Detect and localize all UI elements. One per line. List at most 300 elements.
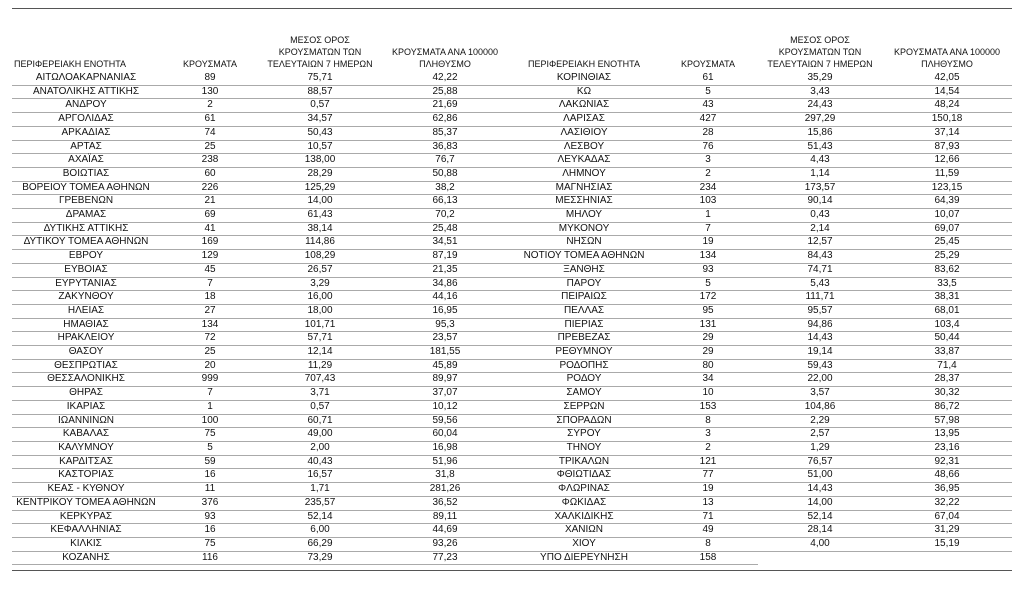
cell-region-left: ΙΚΑΡΙΑΣ bbox=[12, 400, 160, 414]
cell-per100k-right: 48,66 bbox=[882, 469, 1012, 483]
cell-avg7-right: 19,14 bbox=[758, 346, 882, 360]
cell-per100k-left: 66,13 bbox=[380, 195, 510, 209]
cell-cases-left: 130 bbox=[160, 85, 260, 99]
table-row bbox=[12, 250, 1012, 264]
cell-region-right: ΛΗΜΝΟΥ bbox=[510, 167, 658, 181]
cell-per100k-right: 83,62 bbox=[882, 263, 1012, 277]
cell-per100k-left: 31,8 bbox=[380, 469, 510, 483]
cell-per100k-left: 44,16 bbox=[380, 291, 510, 305]
cell-cases-left: 25 bbox=[160, 346, 260, 360]
cell-cases-right: 234 bbox=[658, 181, 758, 195]
cell-cases-right: 172 bbox=[658, 291, 758, 305]
cell-per100k-right: 15,19 bbox=[882, 537, 1012, 551]
cell-avg7-left: 1,71 bbox=[260, 483, 380, 497]
cell-per100k-right: 13,95 bbox=[882, 428, 1012, 442]
cell-avg7-left: 11,29 bbox=[260, 359, 380, 373]
cell-avg7-right bbox=[758, 551, 882, 565]
cell-avg7-left: 14,00 bbox=[260, 195, 380, 209]
table-row bbox=[12, 140, 1012, 154]
cell-region-left: ΔΥΤΙΚΗΣ ΑΤΤΙΚΗΣ bbox=[12, 222, 160, 236]
cell-per100k-left: 77,23 bbox=[380, 551, 510, 565]
cell-cases-right: 427 bbox=[658, 113, 758, 127]
cell-per100k-right: 23,16 bbox=[882, 441, 1012, 455]
cell-region-left: ΔΥΤΙΚΟΥ ΤΟΜΕΑ ΑΘΗΝΩΝ bbox=[12, 236, 160, 250]
cell-cases-right: 3 bbox=[658, 154, 758, 168]
cell-region-left: ΚΕΝΤΡΙΚΟΥ ΤΟΜΕΑ ΑΘΗΝΩΝ bbox=[12, 496, 160, 510]
cell-region-right: ΤΗΝΟΥ bbox=[510, 441, 658, 455]
cell-region-left: ΚΑΡΔΙΤΣΑΣ bbox=[12, 455, 160, 469]
cell-per100k-right: 11,59 bbox=[882, 167, 1012, 181]
cell-per100k-left: 36,83 bbox=[380, 140, 510, 154]
cell-avg7-left: 34,57 bbox=[260, 113, 380, 127]
cell-region-left: ΚΑΒΑΛΑΣ bbox=[12, 428, 160, 442]
cell-avg7-right: 90,14 bbox=[758, 195, 882, 209]
cell-cases-right: 5 bbox=[658, 85, 758, 99]
cell-avg7-right: 4,00 bbox=[758, 537, 882, 551]
table-row bbox=[12, 359, 1012, 373]
cell-avg7-right: 14,43 bbox=[758, 332, 882, 346]
cell-per100k-left: 59,56 bbox=[380, 414, 510, 428]
cell-region-left: ΕΥΒΟΙΑΣ bbox=[12, 263, 160, 277]
cell-per100k-left: 181,55 bbox=[380, 346, 510, 360]
cell-per100k-right: 67,04 bbox=[882, 510, 1012, 524]
cell-per100k-right: 48,24 bbox=[882, 99, 1012, 113]
cell-avg7-left: 10,57 bbox=[260, 140, 380, 154]
cell-avg7-left: 66,29 bbox=[260, 537, 380, 551]
cell-per100k-right: 33,87 bbox=[882, 346, 1012, 360]
cell-avg7-right: 84,43 bbox=[758, 250, 882, 264]
cell-per100k-right: 38,31 bbox=[882, 291, 1012, 305]
table-row bbox=[12, 209, 1012, 223]
bottom-rule bbox=[12, 570, 1012, 571]
cell-region-right: ΤΡΙΚΑΛΩΝ bbox=[510, 455, 658, 469]
table-row bbox=[12, 469, 1012, 483]
cell-avg7-right: 2,14 bbox=[758, 222, 882, 236]
cell-avg7-right: 74,71 bbox=[758, 263, 882, 277]
cell-region-left: ΘΕΣΣΑΛΟΝΙΚΗΣ bbox=[12, 373, 160, 387]
cell-cases-left: 69 bbox=[160, 209, 260, 223]
cell-cases-left: 11 bbox=[160, 483, 260, 497]
cell-cases-left: 45 bbox=[160, 263, 260, 277]
cell-region-right: ΦΩΚΙΔΑΣ bbox=[510, 496, 658, 510]
cell-region-right: ΠΑΡΟΥ bbox=[510, 277, 658, 291]
cell-cases-left: 226 bbox=[160, 181, 260, 195]
cell-region-left: ΖΑΚΥΝΘΟΥ bbox=[12, 291, 160, 305]
cell-avg7-right: 2,29 bbox=[758, 414, 882, 428]
cell-per100k-right: 25,29 bbox=[882, 250, 1012, 264]
cell-region-right: ΧΑΝΙΩΝ bbox=[510, 524, 658, 538]
table-row bbox=[12, 496, 1012, 510]
cell-avg7-right: 28,14 bbox=[758, 524, 882, 538]
cell-avg7-left: 3,29 bbox=[260, 277, 380, 291]
cell-cases-left: 7 bbox=[160, 387, 260, 401]
cell-per100k-left: 34,51 bbox=[380, 236, 510, 250]
cell-region-right: ΛΑΡΙΣΑΣ bbox=[510, 113, 658, 127]
cell-cases-right: 2 bbox=[658, 441, 758, 455]
cell-region-right: ΥΠΟ ΔΙΕΡΕΥΝΗΣΗ bbox=[510, 551, 658, 565]
table-row bbox=[12, 373, 1012, 387]
cell-cases-right: 80 bbox=[658, 359, 758, 373]
cell-avg7-left: 0,57 bbox=[260, 400, 380, 414]
cell-per100k-left: 95,3 bbox=[380, 318, 510, 332]
cell-region-left: ΑΡΚΑΔΙΑΣ bbox=[12, 126, 160, 140]
cell-region-left: ΚΕΑΣ - ΚΥΘΝΟΥ bbox=[12, 483, 160, 497]
cell-per100k-right: 28,37 bbox=[882, 373, 1012, 387]
cell-region-right: ΝΟΤΙΟΥ ΤΟΜΕΑ ΑΘΗΝΩΝ bbox=[510, 250, 658, 264]
cell-region-left: ΙΩΑΝΝΙΝΩΝ bbox=[12, 414, 160, 428]
cell-cases-right: 153 bbox=[658, 400, 758, 414]
cell-region-left: ΚΙΛΚΙΣ bbox=[12, 537, 160, 551]
cell-cases-right: 29 bbox=[658, 346, 758, 360]
cell-per100k-left: 21,69 bbox=[380, 99, 510, 113]
cell-per100k-left: 42,22 bbox=[380, 72, 510, 85]
cell-cases-left: 59 bbox=[160, 455, 260, 469]
cell-region-right: ΜΥΚΟΝΟΥ bbox=[510, 222, 658, 236]
cell-avg7-left: 0,57 bbox=[260, 99, 380, 113]
cell-region-left: ΑΝΔΡΟΥ bbox=[12, 99, 160, 113]
cell-avg7-left: 3,71 bbox=[260, 387, 380, 401]
cell-avg7-left: 38,14 bbox=[260, 222, 380, 236]
cell-avg7-left: 16,57 bbox=[260, 469, 380, 483]
table-row bbox=[12, 441, 1012, 455]
cell-region-right: ΣΥΡΟΥ bbox=[510, 428, 658, 442]
table-row bbox=[12, 277, 1012, 291]
table-row bbox=[12, 483, 1012, 497]
cell-avg7-right: 2,57 bbox=[758, 428, 882, 442]
cell-cases-left: 16 bbox=[160, 469, 260, 483]
table-row bbox=[12, 167, 1012, 181]
cell-cases-right: 3 bbox=[658, 428, 758, 442]
cell-per100k-left: 89,97 bbox=[380, 373, 510, 387]
cell-cases-left: 89 bbox=[160, 72, 260, 85]
cell-avg7-left: 2,00 bbox=[260, 441, 380, 455]
cell-cases-left: 100 bbox=[160, 414, 260, 428]
table-row bbox=[12, 346, 1012, 360]
cell-per100k-left: 45,89 bbox=[380, 359, 510, 373]
cell-region-left: ΚΟΖΑΝΗΣ bbox=[12, 551, 160, 565]
cell-region-left: ΗΡΑΚΛΕΙΟΥ bbox=[12, 332, 160, 346]
cell-region-right: ΛΕΣΒΟΥ bbox=[510, 140, 658, 154]
cell-avg7-left: 26,57 bbox=[260, 263, 380, 277]
cell-avg7-right: 0,43 bbox=[758, 209, 882, 223]
cell-avg7-left: 50,43 bbox=[260, 126, 380, 140]
cell-cases-right: 61 bbox=[658, 72, 758, 85]
cell-cases-right: 29 bbox=[658, 332, 758, 346]
cell-cases-right: 19 bbox=[658, 236, 758, 250]
cell-region-left: ΔΡΑΜΑΣ bbox=[12, 209, 160, 223]
cell-cases-left: 93 bbox=[160, 510, 260, 524]
table-row bbox=[12, 236, 1012, 250]
cell-avg7-right: 59,43 bbox=[758, 359, 882, 373]
cell-avg7-left: 75,71 bbox=[260, 72, 380, 85]
cell-avg7-right: 12,57 bbox=[758, 236, 882, 250]
cell-cases-left: 41 bbox=[160, 222, 260, 236]
cell-region-right: ΠΕΙΡΑΙΩΣ bbox=[510, 291, 658, 305]
header-avg7-left: ΜΕΣΟΣ ΟΡΟΣ ΚΡΟΥΣΜΑΤΩΝ ΤΩΝ ΤΕΛΕΥΤΑΙΩΝ 7 ΗΜΕΡΩΝ bbox=[267, 35, 373, 69]
cell-cases-left: 16 bbox=[160, 524, 260, 538]
cell-avg7-left: 707,43 bbox=[260, 373, 380, 387]
cell-cases-right: 34 bbox=[658, 373, 758, 387]
cell-avg7-right: 94,86 bbox=[758, 318, 882, 332]
table-row bbox=[12, 414, 1012, 428]
cell-region-right: ΠΙΕΡΙΑΣ bbox=[510, 318, 658, 332]
header-region-left: ΠΕΡΙΦΕΡΕΙΑΚΗ ΕΝΟΤΗΤΑ bbox=[14, 59, 127, 69]
cell-region-left: ΑΡΓΟΛΙΔΑΣ bbox=[12, 113, 160, 127]
cell-per100k-left: 10,12 bbox=[380, 400, 510, 414]
cell-cases-right: 28 bbox=[658, 126, 758, 140]
cell-region-right: ΞΑΝΘΗΣ bbox=[510, 263, 658, 277]
cell-avg7-right: 35,29 bbox=[758, 72, 882, 85]
cell-cases-left: 376 bbox=[160, 496, 260, 510]
cell-cases-right: 93 bbox=[658, 263, 758, 277]
cell-avg7-right: 104,86 bbox=[758, 400, 882, 414]
cell-avg7-right: 95,57 bbox=[758, 304, 882, 318]
cell-cases-right: 8 bbox=[658, 414, 758, 428]
table-row bbox=[12, 126, 1012, 140]
cell-region-right: ΧΑΛΚΙΔΙΚΗΣ bbox=[510, 510, 658, 524]
cell-per100k-right: 92,31 bbox=[882, 455, 1012, 469]
cell-per100k-right bbox=[882, 551, 1012, 565]
cell-per100k-right: 86,72 bbox=[882, 400, 1012, 414]
cell-cases-left: 2 bbox=[160, 99, 260, 113]
cell-avg7-right: 5,43 bbox=[758, 277, 882, 291]
cell-cases-right: 19 bbox=[658, 483, 758, 497]
cell-per100k-left: 34,86 bbox=[380, 277, 510, 291]
cell-avg7-left: 6,00 bbox=[260, 524, 380, 538]
table-row bbox=[12, 291, 1012, 305]
cell-avg7-left: 40,43 bbox=[260, 455, 380, 469]
cell-region-right: ΝΗΣΩΝ bbox=[510, 236, 658, 250]
table-row bbox=[12, 304, 1012, 318]
cell-avg7-left: 114,86 bbox=[260, 236, 380, 250]
cell-avg7-left: 18,00 bbox=[260, 304, 380, 318]
cell-region-right: ΡΕΘΥΜΝΟΥ bbox=[510, 346, 658, 360]
table-header bbox=[12, 26, 1012, 72]
cell-per100k-left: 44,69 bbox=[380, 524, 510, 538]
cell-avg7-right: 297,29 bbox=[758, 113, 882, 127]
cell-per100k-right: 10,07 bbox=[882, 209, 1012, 223]
cell-region-right: ΡΟΔΟΠΗΣ bbox=[510, 359, 658, 373]
cell-per100k-left: 50,88 bbox=[380, 167, 510, 181]
table-row bbox=[12, 195, 1012, 209]
cell-region-left: ΕΥΡΥΤΑΝΙΑΣ bbox=[12, 277, 160, 291]
cell-cases-right: 13 bbox=[658, 496, 758, 510]
cell-region-left: ΑΙΤΩΛΟΑΚΑΡΝΑΝΙΑΣ bbox=[12, 72, 160, 85]
cell-cases-right: 7 bbox=[658, 222, 758, 236]
table-row bbox=[12, 99, 1012, 113]
cell-avg7-right: 14,43 bbox=[758, 483, 882, 497]
cell-region-right: ΜΕΣΣΗΝΙΑΣ bbox=[510, 195, 658, 209]
table-row bbox=[12, 154, 1012, 168]
cell-avg7-right: 24,43 bbox=[758, 99, 882, 113]
table-row bbox=[12, 387, 1012, 401]
cell-per100k-left: 21,35 bbox=[380, 263, 510, 277]
cell-region-right: ΚΩ bbox=[510, 85, 658, 99]
cell-cases-left: 74 bbox=[160, 126, 260, 140]
cell-cases-right: 71 bbox=[658, 510, 758, 524]
table-row bbox=[12, 537, 1012, 551]
cell-region-left: ΘΗΡΑΣ bbox=[12, 387, 160, 401]
cell-cases-right: 8 bbox=[658, 537, 758, 551]
cell-region-left: ΒΟΙΩΤΙΑΣ bbox=[12, 167, 160, 181]
table-row bbox=[12, 510, 1012, 524]
cell-cases-left: 169 bbox=[160, 236, 260, 250]
cell-per100k-left: 25,48 bbox=[380, 222, 510, 236]
cell-avg7-right: 14,00 bbox=[758, 496, 882, 510]
header-avg7-right: ΜΕΣΟΣ ΟΡΟΣ ΚΡΟΥΣΜΑΤΩΝ ΤΩΝ ΤΕΛΕΥΤΑΙΩΝ 7 ΗΜΕΡΩΝ bbox=[767, 35, 873, 69]
cell-avg7-left: 61,43 bbox=[260, 209, 380, 223]
cell-cases-left: 238 bbox=[160, 154, 260, 168]
cell-region-right: ΛΑΣΙΘΙΟΥ bbox=[510, 126, 658, 140]
cell-cases-right: 43 bbox=[658, 99, 758, 113]
cell-cases-right: 77 bbox=[658, 469, 758, 483]
cell-cases-left: 25 bbox=[160, 140, 260, 154]
cell-per100k-right: 37,14 bbox=[882, 126, 1012, 140]
cell-per100k-left: 76,7 bbox=[380, 154, 510, 168]
cell-avg7-right: 51,43 bbox=[758, 140, 882, 154]
cell-avg7-right: 4,43 bbox=[758, 154, 882, 168]
cell-avg7-right: 1,14 bbox=[758, 167, 882, 181]
cell-region-left: ΚΑΛΥΜΝΟΥ bbox=[12, 441, 160, 455]
cell-per100k-left: 89,11 bbox=[380, 510, 510, 524]
cell-per100k-right: 87,93 bbox=[882, 140, 1012, 154]
header-per100k-left: ΚΡΟΥΣΜΑΤΑ ΑΝΑ 100000 ΠΛΗΘΥΣΜΟ bbox=[392, 47, 498, 69]
header-cases-left: ΚΡΟΥΣΜΑΤΑ bbox=[183, 59, 237, 69]
cell-avg7-left: 125,29 bbox=[260, 181, 380, 195]
cell-avg7-left: 49,00 bbox=[260, 428, 380, 442]
cell-cases-right: 134 bbox=[658, 250, 758, 264]
table-row bbox=[12, 85, 1012, 99]
cell-per100k-right: 14,54 bbox=[882, 85, 1012, 99]
cell-per100k-right: 150,18 bbox=[882, 113, 1012, 127]
cell-cases-right: 1 bbox=[658, 209, 758, 223]
cell-per100k-right: 64,39 bbox=[882, 195, 1012, 209]
cell-avg7-right: 3,43 bbox=[758, 85, 882, 99]
cell-avg7-right: 15,86 bbox=[758, 126, 882, 140]
table-row bbox=[12, 428, 1012, 442]
cell-per100k-left: 62,86 bbox=[380, 113, 510, 127]
cell-per100k-right: 36,95 bbox=[882, 483, 1012, 497]
cell-region-right: ΣΠΟΡΑΔΩΝ bbox=[510, 414, 658, 428]
cell-avg7-left: 16,00 bbox=[260, 291, 380, 305]
cell-cases-left: 7 bbox=[160, 277, 260, 291]
cell-per100k-left: 93,26 bbox=[380, 537, 510, 551]
cell-region-left: ΚΕΡΚΥΡΑΣ bbox=[12, 510, 160, 524]
cell-avg7-right: 1,29 bbox=[758, 441, 882, 455]
cell-region-right: ΧΙΟΥ bbox=[510, 537, 658, 551]
table-row bbox=[12, 332, 1012, 346]
cell-avg7-left: 235,57 bbox=[260, 496, 380, 510]
cell-region-right: ΜΑΓΝΗΣΙΑΣ bbox=[510, 181, 658, 195]
cell-avg7-left: 52,14 bbox=[260, 510, 380, 524]
cell-cases-right: 121 bbox=[658, 455, 758, 469]
table-row bbox=[12, 72, 1012, 85]
cell-per100k-left: 281,26 bbox=[380, 483, 510, 497]
header-per100k-right: ΚΡΟΥΣΜΑΤΑ ΑΝΑ 100000 ΠΛΗΘΥΣΜΟ bbox=[894, 47, 1000, 69]
cell-avg7-left: 101,71 bbox=[260, 318, 380, 332]
cell-avg7-left: 73,29 bbox=[260, 551, 380, 565]
cell-per100k-right: 68,01 bbox=[882, 304, 1012, 318]
cell-cases-left: 18 bbox=[160, 291, 260, 305]
cell-per100k-left: 36,52 bbox=[380, 496, 510, 510]
cell-cases-left: 75 bbox=[160, 537, 260, 551]
cell-cases-right: 76 bbox=[658, 140, 758, 154]
cell-per100k-right: 12,66 bbox=[882, 154, 1012, 168]
cell-cases-left: 134 bbox=[160, 318, 260, 332]
cell-region-right: ΛΕΥΚΑΔΑΣ bbox=[510, 154, 658, 168]
cell-avg7-left: 108,29 bbox=[260, 250, 380, 264]
cell-region-right: ΠΡΕΒΕΖΑΣ bbox=[510, 332, 658, 346]
table-row bbox=[12, 455, 1012, 469]
cell-avg7-left: 138,00 bbox=[260, 154, 380, 168]
cell-cases-left: 21 bbox=[160, 195, 260, 209]
cell-avg7-left: 88,57 bbox=[260, 85, 380, 99]
cell-cases-left: 999 bbox=[160, 373, 260, 387]
cell-per100k-right: 42,05 bbox=[882, 72, 1012, 85]
cell-cases-left: 72 bbox=[160, 332, 260, 346]
cell-per100k-left: 23,57 bbox=[380, 332, 510, 346]
cell-region-left: ΗΛΕΙΑΣ bbox=[12, 304, 160, 318]
cell-region-left: ΑΝΑΤΟΛΙΚΗΣ ΑΤΤΙΚΗΣ bbox=[12, 85, 160, 99]
cell-cases-left: 27 bbox=[160, 304, 260, 318]
cell-region-right: ΣΕΡΡΩΝ bbox=[510, 400, 658, 414]
cell-cases-right: 95 bbox=[658, 304, 758, 318]
cell-avg7-left: 57,71 bbox=[260, 332, 380, 346]
cell-per100k-left: 38,2 bbox=[380, 181, 510, 195]
cell-region-left: ΕΒΡΟΥ bbox=[12, 250, 160, 264]
table-body bbox=[12, 72, 1012, 565]
cell-region-left: ΑΧΑΪΑΣ bbox=[12, 154, 160, 168]
cell-region-right: ΜΗΛΟΥ bbox=[510, 209, 658, 223]
table-row bbox=[12, 181, 1012, 195]
cell-region-left: ΓΡΕΒΕΝΩΝ bbox=[12, 195, 160, 209]
cell-per100k-right: 57,98 bbox=[882, 414, 1012, 428]
cell-per100k-left: 60,04 bbox=[380, 428, 510, 442]
cell-avg7-right: 76,57 bbox=[758, 455, 882, 469]
cell-cases-left: 5 bbox=[160, 441, 260, 455]
cell-cases-left: 116 bbox=[160, 551, 260, 565]
cell-cases-right: 5 bbox=[658, 277, 758, 291]
cell-per100k-left: 51,96 bbox=[380, 455, 510, 469]
cell-avg7-right: 111,71 bbox=[758, 291, 882, 305]
cell-avg7-left: 28,29 bbox=[260, 167, 380, 181]
cell-region-right: ΠΕΛΛΑΣ bbox=[510, 304, 658, 318]
table-row bbox=[12, 400, 1012, 414]
cell-per100k-right: 69,07 bbox=[882, 222, 1012, 236]
cell-per100k-left: 37,07 bbox=[380, 387, 510, 401]
cell-avg7-left: 12,14 bbox=[260, 346, 380, 360]
cell-region-right: ΦΛΩΡΙΝΑΣ bbox=[510, 483, 658, 497]
cell-avg7-right: 51,00 bbox=[758, 469, 882, 483]
table-row bbox=[12, 318, 1012, 332]
table-row bbox=[12, 113, 1012, 127]
cell-per100k-left: 16,98 bbox=[380, 441, 510, 455]
header-region-right: ΠΕΡΙΦΕΡΕΙΑΚΗ ΕΝΟΤΗΤΑ bbox=[527, 59, 641, 69]
table-row bbox=[12, 551, 1012, 565]
cell-region-right: ΦΘΙΩΤΙΔΑΣ bbox=[510, 469, 658, 483]
cell-per100k-right: 31,29 bbox=[882, 524, 1012, 538]
header-cases-right: ΚΡΟΥΣΜΑΤΑ bbox=[681, 59, 735, 69]
cell-region-right: ΚΟΡΙΝΘΙΑΣ bbox=[510, 72, 658, 85]
cell-avg7-right: 3,57 bbox=[758, 387, 882, 401]
cell-cases-right: 10 bbox=[658, 387, 758, 401]
table-row bbox=[12, 263, 1012, 277]
cell-cases-right: 158 bbox=[658, 551, 758, 565]
cell-region-left: ΘΑΣΟΥ bbox=[12, 346, 160, 360]
cell-cases-left: 129 bbox=[160, 250, 260, 264]
cell-per100k-left: 70,2 bbox=[380, 209, 510, 223]
cell-region-left: ΗΜΑΘΙΑΣ bbox=[12, 318, 160, 332]
